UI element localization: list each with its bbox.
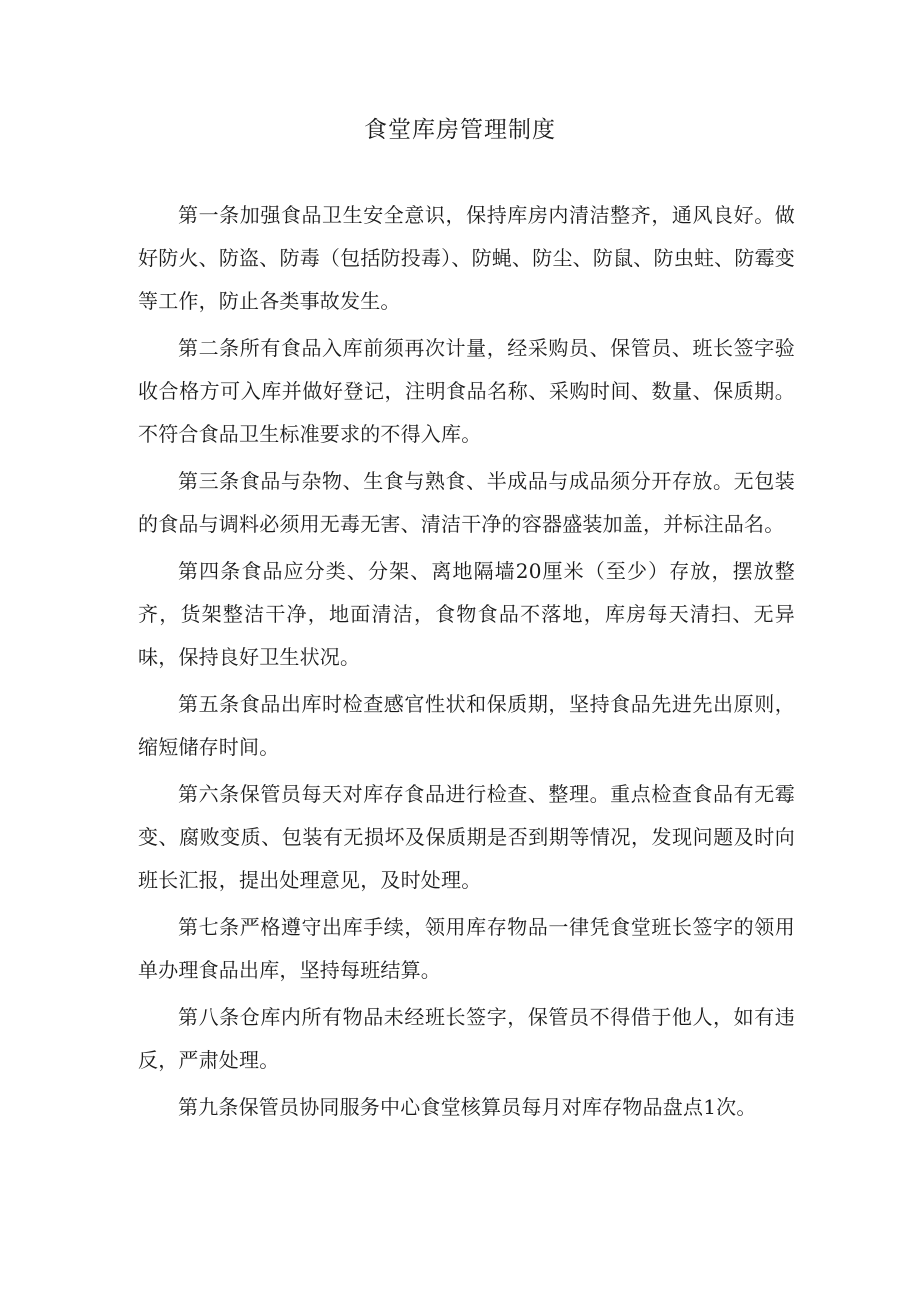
article-7: 第七条严格遵守出库手续，领用库存物品一律凭食堂班长签字的领用单办理食品出库，坚持每班结算。 [138, 915, 795, 982]
article-1: 第一条加强食品卫生安全意识，保持库房内清洁整齐，通风良好。做好防火、防盗、防毒（包括防投毒）、防蝇、防尘、防鼠、防虫蛀、防霉变等工作，防止各类事故发生。 [138, 203, 795, 313]
document-title: 食堂库房管理制度 [364, 117, 556, 143]
article-2: 第二条所有食品入库前须再次计量，经采购员、保管员、班长签字验收合格方可入库并做好登记，注明食品名称、采购时间、数量、保质期。不符合食品卫生标准要求的不得入库。 [138, 336, 795, 446]
article-3: 第三条食品与杂物、生食与熟食、半成品与成品须分开存放。无包装的食品与调料必须用无毒无害、清洁干净的容器盛装加盖，并标注品名。 [138, 469, 795, 536]
article-4: 第四条食品应分类、分架、离地隔墙20厘米（至少）存放，摆放整齐，货架整洁干净，地面清洁，食物食品不落地，库房每天清扫、无异味，保持良好卫生状况。 [138, 559, 795, 669]
article-9: 第九条保管员协同服务中心食堂核算员每月对库存物品盘点1次。 [178, 1095, 757, 1119]
article-5: 第五条食品出库时检查感官性状和保质期，坚持食品先进先出原则，缩短储存时间。 [138, 692, 795, 759]
article-8: 第八条仓库内所有物品未经班长签字，保管员不得借于他人，如有违反，严肃处理。 [138, 1005, 795, 1072]
document-body [138, 194, 795, 1133]
article-6: 第六条保管员每天对库存食品进行检查、整理。重点检查食品有无霉变、腐败变质、包装有无损坏及保质期是否到期等情况，发现问题及时向班长汇报，提出处理意见，及时处理。 [138, 782, 795, 892]
